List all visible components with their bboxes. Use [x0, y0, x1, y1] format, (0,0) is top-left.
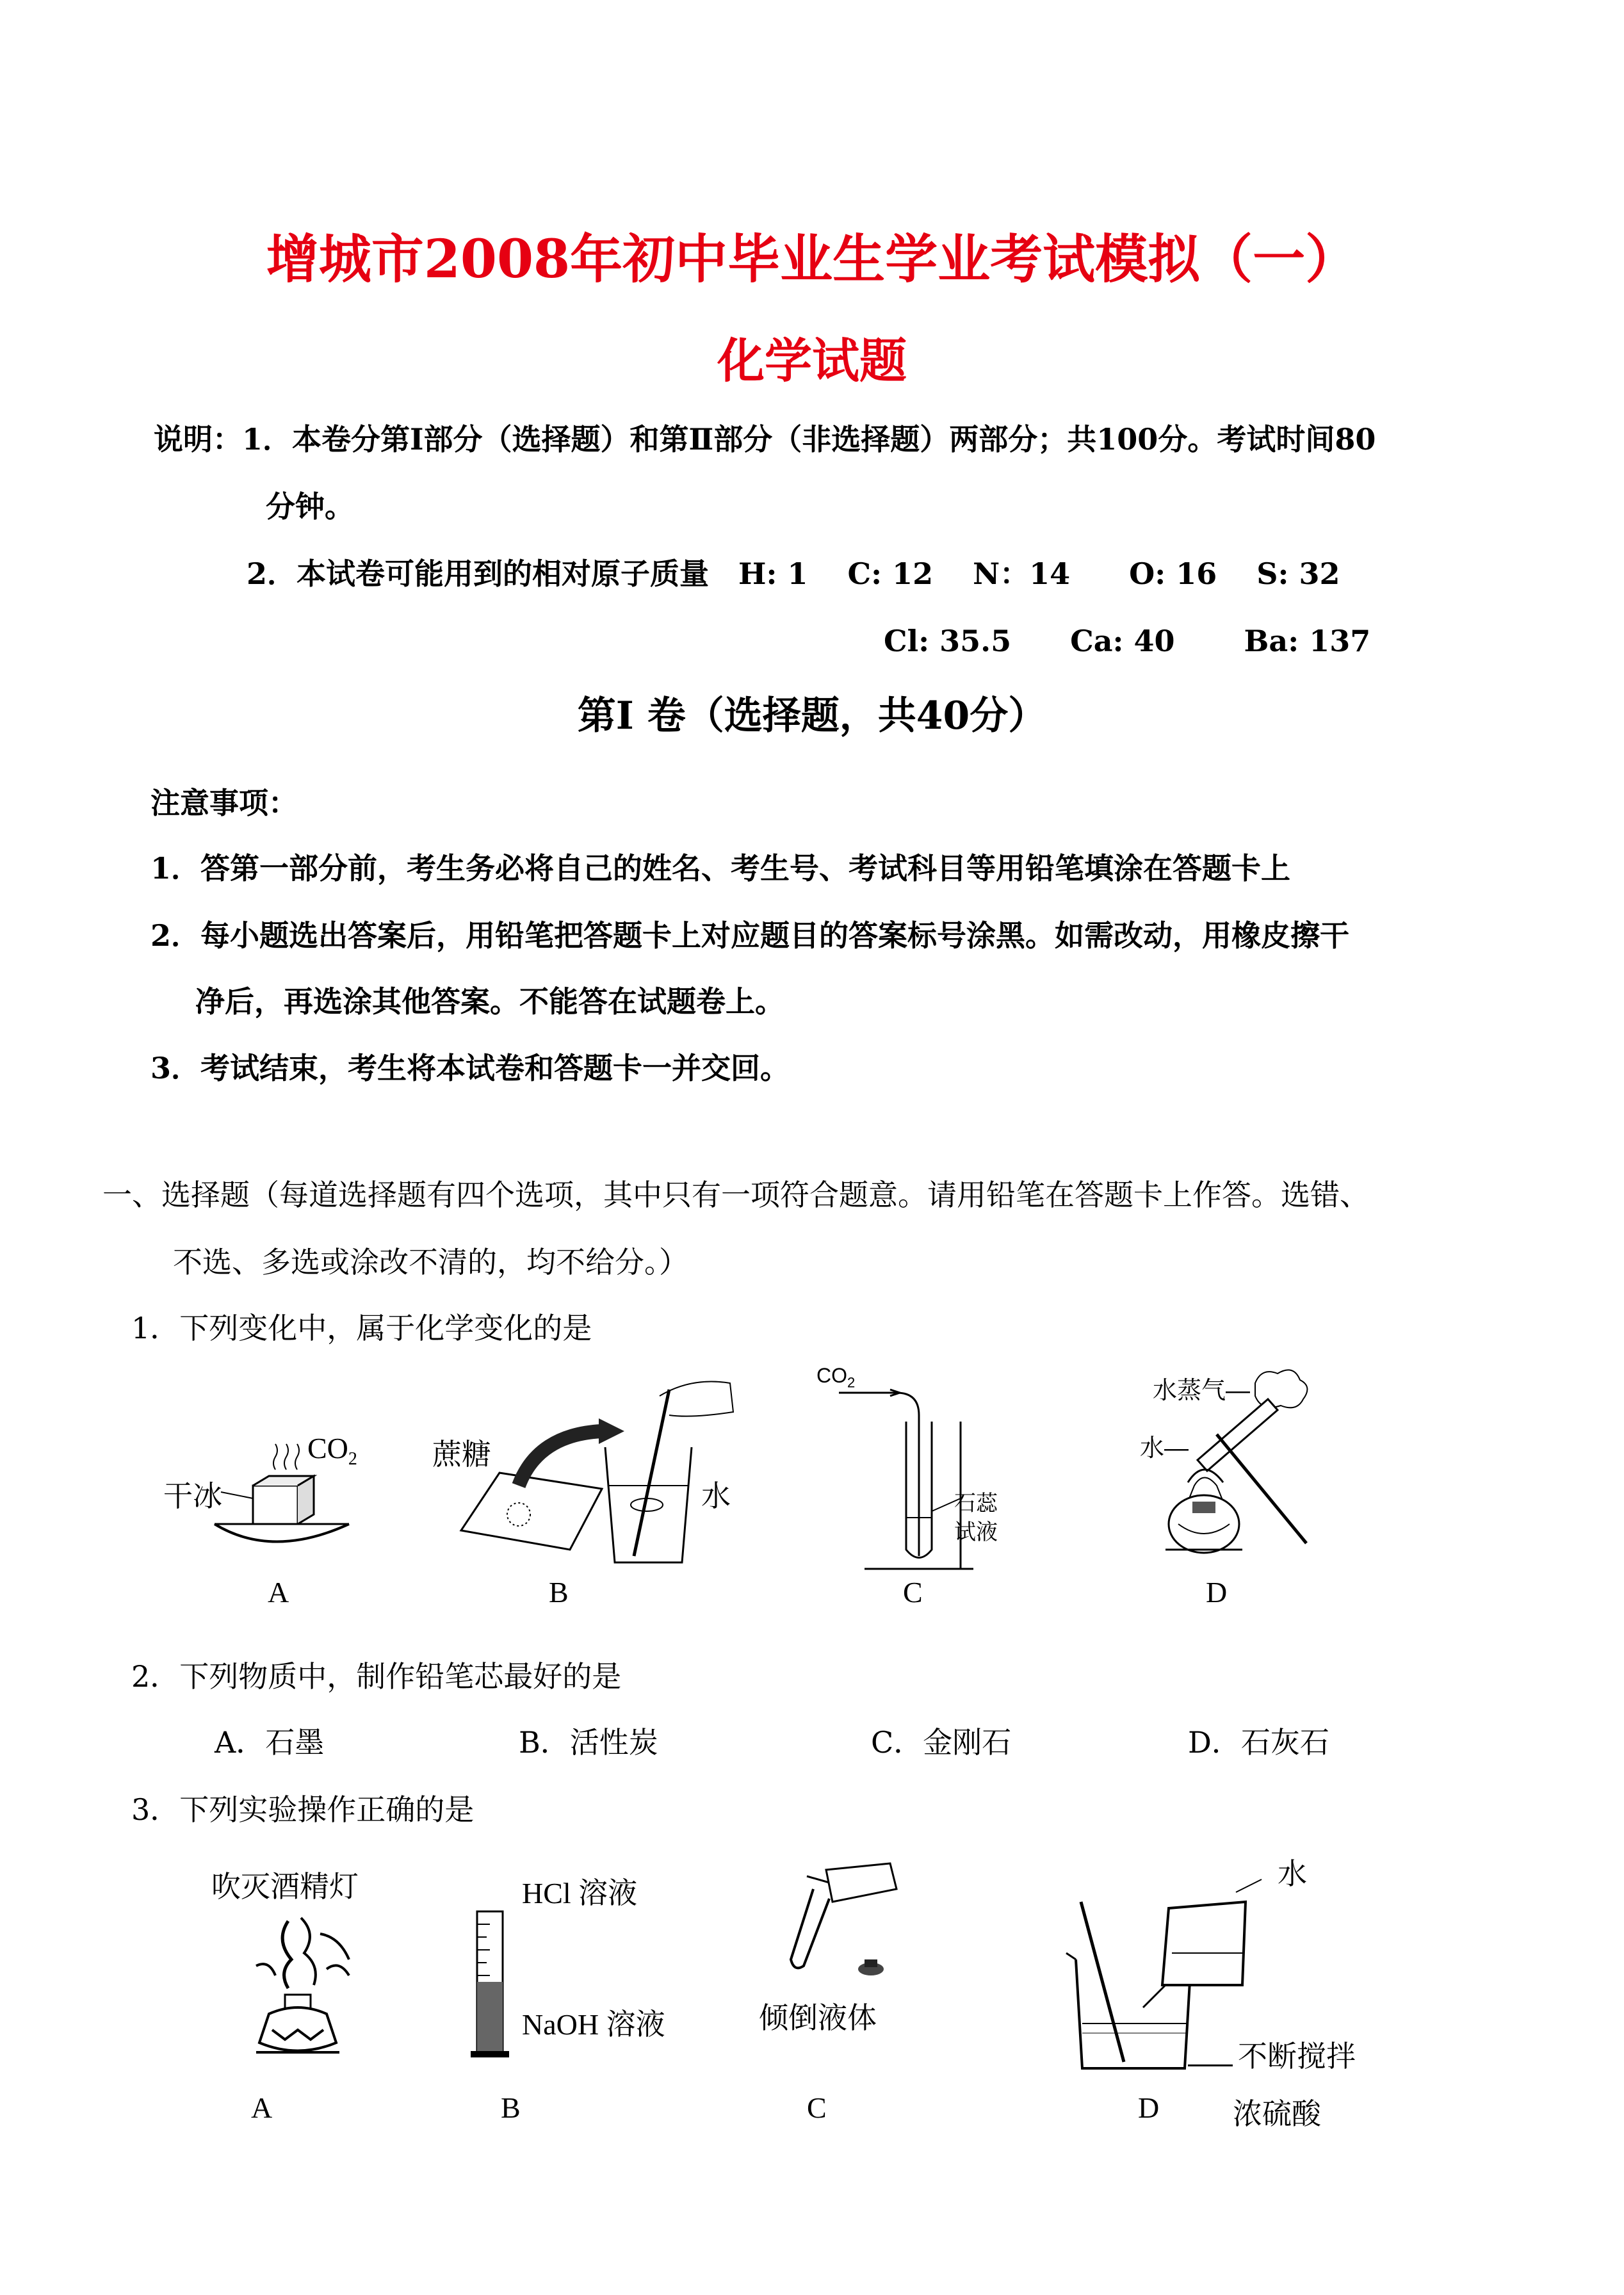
note-item: 3．考试结束，考生将本试卷和答题卡一并交回。 [150, 1051, 790, 1085]
conc-sulfuric-acid-label: 浓硫酸 [1233, 2098, 1321, 2130]
pour-liquid-label: 倾倒液体 [759, 2002, 877, 2034]
q3-option-d-letter: D [1138, 2091, 1160, 2124]
dry-ice-label: 干冰 [163, 1480, 222, 1512]
q2-option-a: A．石墨 [215, 1725, 325, 1760]
part1-intro-cont: 不选、多选或涂改不清的，均不给分。） [173, 1245, 688, 1279]
pouring-liquid-figure [768, 1851, 922, 1991]
question-2-stem: 2．下列物质中，制作铅笔芯最好的是 [131, 1659, 622, 1694]
water-label: 水 [701, 1480, 731, 1512]
sugar-label: 蔗糖 [432, 1438, 491, 1471]
steam-label: 水蒸气— [1153, 1377, 1251, 1404]
water-label: 水 [1278, 1858, 1307, 1890]
instruction-line-1: 说明：1．本卷分第Ⅰ部分（选择题）和第Ⅱ部分（非选择题）两部分；共100分。考试时间80 [154, 422, 1376, 457]
instruction-line-1-cont: 分钟。 [266, 489, 354, 524]
q3-option-c-letter: C [807, 2091, 827, 2124]
note-item: 1．答第一部分前，考生务必将自己的姓名、考生号、考试科目等用铅笔填涂在答题卡上 [150, 851, 1291, 886]
note-item: 2．每小题选出答案后，用铅笔把答题卡上对应题目的答案标号涂黑。如需改动，用橡皮擦干 [150, 918, 1350, 953]
naoh-solution-label: NaOH 溶液 [522, 2008, 665, 2041]
q3-option-a-letter: A [251, 2091, 273, 2124]
instruction-line-3: Cl: 35.5 Ca: 40 Ba: 137 [884, 624, 1371, 658]
alcohol-lamp-figure [231, 1908, 371, 2068]
part1-intro: 一、选择题（每道选择题有四个选项，其中只有一项符合题意。请用铅笔在答题卡上作答。选错、 [102, 1178, 1369, 1212]
q1-option-d-letter: D [1206, 1576, 1228, 1609]
instruction-line-2: 2．本试卷可能用到的相对原子质量 H: 1 C: 12 N：14 O: 16 S: 32 [247, 556, 1340, 591]
co2-label: $CO_2$ [307, 1432, 357, 1470]
litmus-label: 石蕊 [954, 1491, 998, 1516]
sugar-dissolving-figure [448, 1370, 743, 1562]
co2-gas-label: $CO_2$ [816, 1364, 856, 1391]
q2-option-d: D．石灰石 [1188, 1725, 1329, 1760]
graduated-cylinder-figure [467, 1905, 532, 2072]
blow-out-lamp-label: 吹灭酒精灯 [211, 1870, 359, 1903]
q2-option-c: C．金刚石 [871, 1725, 1012, 1760]
note-item: 净后，再选涂其他答案。不能答在试题卷上。 [195, 984, 784, 1019]
section-heading: 第Ⅰ 卷（选择题，共40分） [577, 693, 1047, 738]
q3-option-b-letter: B [501, 2091, 521, 2124]
question-3-stem: 3．下列实验操作正确的是 [131, 1792, 475, 1827]
water-label: 水— [1140, 1435, 1189, 1462]
q1-option-a-letter: A [268, 1576, 289, 1609]
stirring-label: 不断搅拌 [1188, 2033, 1356, 2075]
page-subtitle: 化学试题 [717, 334, 907, 389]
notes-title: 注意事项： [150, 786, 298, 820]
reagent-label: 试液 [954, 1520, 998, 1545]
hcl-solution-label: HCl 溶液 [522, 1877, 638, 1910]
q2-option-b: B．活性炭 [519, 1725, 658, 1760]
q1-option-c-letter: C [903, 1576, 923, 1609]
page-title: 增城市2008年初中毕业生学业考试模拟（一） [266, 229, 1358, 290]
question-1-stem: 1．下列变化中，属于化学变化的是 [131, 1311, 592, 1345]
q1-option-b-letter: B [549, 1576, 569, 1609]
